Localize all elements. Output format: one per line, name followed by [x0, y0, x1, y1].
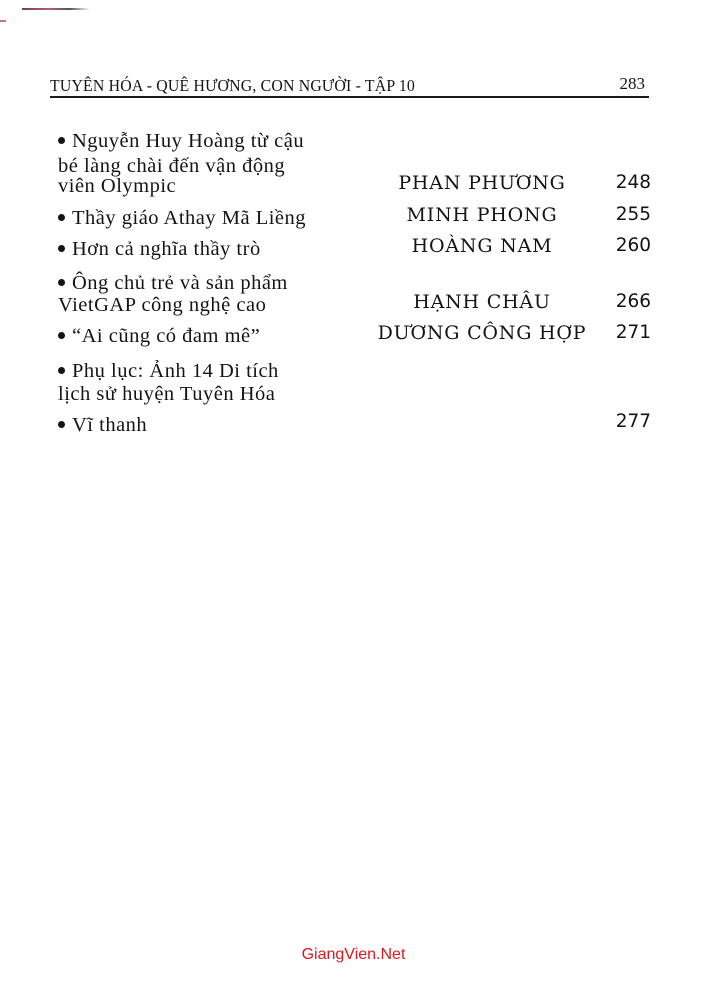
toc-entry-author: PHAN PHƯƠNG [398, 172, 566, 194]
toc-entry-page: 248 [615, 172, 651, 193]
toc-entry-title: Phụ lục: Ảnh 14 Di tích [58, 358, 279, 384]
toc-entry-title-cont: viên Olympic [58, 175, 177, 197]
toc-entry-page: 260 [615, 235, 651, 256]
toc-entry-page: 255 [615, 204, 651, 225]
toc-entry-title: Ông chủ trẻ và sản phẩm [58, 270, 288, 296]
toc-entry-page: 266 [615, 291, 651, 312]
toc-entry-title: Thầy giáo Athay Mã Liềng [58, 205, 306, 231]
running-header [50, 74, 649, 98]
bullet-icon [58, 245, 65, 252]
toc-entry-author: HOÀNG NAM [411, 235, 553, 257]
toc-entry-author: MINH PHONG [406, 204, 558, 226]
running-title: TUYÊN HÓA - QUÊ HƯƠNG, CON NGƯỜI - TẬP 10 [50, 76, 416, 95]
watermark: GiangVien.Net [301, 946, 406, 963]
bullet-icon [58, 332, 65, 339]
toc-entry-page: 271 [615, 322, 651, 343]
toc-entry-page: 277 [615, 411, 651, 432]
toc-entry-title-cont: bé làng chài đến vận động [58, 155, 286, 177]
bullet-icon [58, 137, 65, 144]
bullet-icon [58, 421, 65, 428]
page-number: 283 [619, 74, 645, 93]
toc-entry-title-cont: lịch sử huyện Tuyên Hóa [58, 383, 276, 405]
scan-artifact-tick [0, 20, 6, 22]
toc-entry-title-cont: VietGAP công nghệ cao [58, 294, 267, 316]
bullet-icon [58, 367, 65, 374]
bullet-icon [58, 279, 65, 286]
toc-entry-title: “Ai cũng có đam mê” [58, 323, 260, 349]
toc-entry-author: DƯƠNG CÔNG HỢP [377, 322, 587, 344]
toc-entry-title: Hơn cả nghĩa thầy trò [58, 236, 261, 262]
toc-entry-author: HẠNH CHÂU [413, 291, 551, 313]
scan-artifact [22, 8, 90, 10]
toc-entry-title: Vĩ thanh [58, 412, 147, 438]
bullet-icon [58, 214, 65, 221]
toc-entry-title: Nguyễn Huy Hoàng từ cậu [58, 128, 304, 154]
